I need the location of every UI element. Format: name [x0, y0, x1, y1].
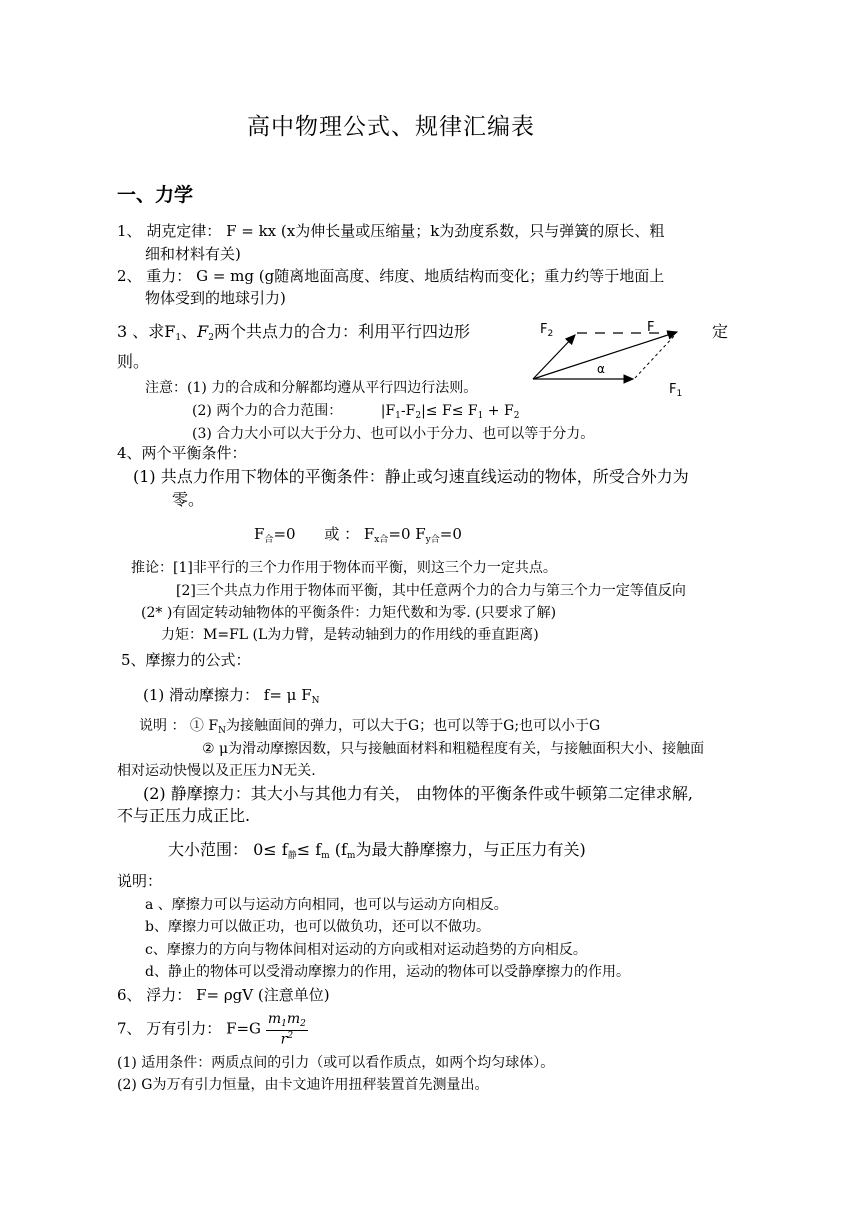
resultant-force-line — [117, 322, 470, 344]
resultant-prefix: 3 、求F — [117, 322, 176, 341]
resultant-mid: 、 — [181, 322, 198, 341]
resultant-f2: F — [197, 322, 209, 341]
parallelogram-diagram — [525, 315, 695, 405]
hooke-law-line: 1、 胡克定律： F = kx (x为伸长量或压缩量；k为劲度系数，只与弹簧的原长、粗 — [117, 222, 665, 240]
torque-definition: 力矩：M=FL (L为力臂，是转动轴到力的作用线的垂直距离) — [161, 627, 539, 643]
resultant-sub1: 1 — [175, 333, 182, 343]
equilibrium-1-cont: 零。 — [172, 490, 205, 509]
friction-explain-2: ② μ为滑动摩擦因数，只与接触面材料和粗糙程度有关，与接触面积大小、接触面 — [202, 741, 705, 757]
resultant-cont: 则。 — [117, 352, 150, 371]
note-1: 注意：(1) 力的合成和分解都均遵从平行四边行法则。 — [145, 380, 478, 396]
gravitation-line: 7、 万有引力： F=G $\frac{m_1m_2}{r^2}$ — [117, 1011, 306, 1048]
note-2: (2) 两个力的合力范围： $|F_1-F_2|\le F\le F_1 + F_2$ — [192, 403, 520, 421]
f2-label: $F_2$ — [540, 322, 554, 339]
explain-heading: 说明： — [117, 872, 163, 890]
f1-label: $F_1$ — [669, 382, 683, 399]
static-friction-range: 大小范围： $0\le f_静\le f_m$ ($f_m$为最大静摩擦力，与正压力有关) — [168, 840, 586, 861]
friction-heading: 5、摩擦力的公式： — [121, 651, 251, 669]
hooke-law-line-cont: 细和材料有关) — [145, 245, 241, 263]
explain-d: d、静止的物体可以受滑动摩擦力的作用，运动的物体可以受静摩擦力的作用。 — [145, 964, 630, 980]
sliding-friction: (1) 滑动摩擦力： f= μ $F_N$ — [143, 686, 320, 706]
dashed-right — [635, 335, 675, 378]
equilibrium-1: (1) 共点力作用下物体的平衡条件：静止或匀速直线运动的物体，所受合外力为 — [133, 467, 689, 486]
gravitation-note-2: (2) G为万有引力恒量，由卡文迪许用扭秤装置首先测量出。 — [117, 1077, 489, 1093]
explain-a: a 、摩擦力可以与运动方向相同，也可以与运动方向相反。 — [145, 897, 508, 913]
gravitation-fraction: $\frac{m_1m_2}{r^2}$ — [267, 1011, 306, 1048]
gravitation-note-1: (1) 适用条件：两质点间的引力（或可以看作质点，如两个均匀球体）。 — [117, 1055, 555, 1071]
static-friction-cont: 不与正压力成正比. — [117, 806, 251, 825]
static-friction: (2) 静摩擦力：其大小与其他力有关， 由物体的平衡条件或牛顿第二定律求解, — [143, 784, 693, 803]
explain-c: c、摩擦力的方向与物体间相对运动的方向或相对运动趋势的方向相反。 — [145, 942, 587, 958]
gravity-line: 2、 重力： G = mg (g随离地面高度、纬度、地质结构而变化；重力约等于地面上 — [117, 267, 665, 285]
inference-2: [2]三个共点力作用于物体而平衡，其中任意两个力的合力与第三个力一定等值反向 — [176, 583, 686, 599]
section-heading: 一、力学 — [117, 184, 194, 206]
explain-b: b、摩擦力可以做正功，也可以做负功，还可以不做功。 — [145, 919, 490, 935]
note-3: (3) 合力大小可以大于分力、也可以小于分力、也可以等于分力。 — [192, 426, 595, 442]
friction-explain-1: 说明 ： ① $F_N$为接触面间的弹力，可以大于G；也可以等于G;也可以小于G — [139, 718, 601, 736]
inference-1: 推论：[1]非平行的三个力作用于物体而平衡，则这三个力一定共点。 — [131, 560, 557, 576]
resultant-sub2: 2 — [208, 333, 214, 343]
page-title: 高中物理公式、规律汇编表 — [247, 114, 535, 140]
equilibrium-heading: 4、两个平衡条件： — [117, 444, 247, 462]
equilibrium-equation: $F_合=0$ 或 ： $F_{x合}=0$ $F_{y合}=0$ — [254, 525, 462, 545]
alpha-label: α — [597, 362, 605, 376]
buoyancy-line: 6、 浮力： F= ρgV (注意单位) — [117, 986, 330, 1004]
f-label: F — [647, 320, 655, 335]
friction-explain-2-cont: 相对运动快慢以及正压力N无关. — [117, 763, 316, 779]
resultant-tail: 定 — [712, 322, 729, 341]
gravity-line-cont: 物体受到的地球引力) — [145, 289, 286, 307]
torque-condition: (2* )有固定转动轴物体的平衡条件：力矩代数和为零. (只要求了解) — [141, 605, 557, 621]
resultant-rest: 两个共点力的合力：利用平行四边形 — [213, 322, 470, 341]
